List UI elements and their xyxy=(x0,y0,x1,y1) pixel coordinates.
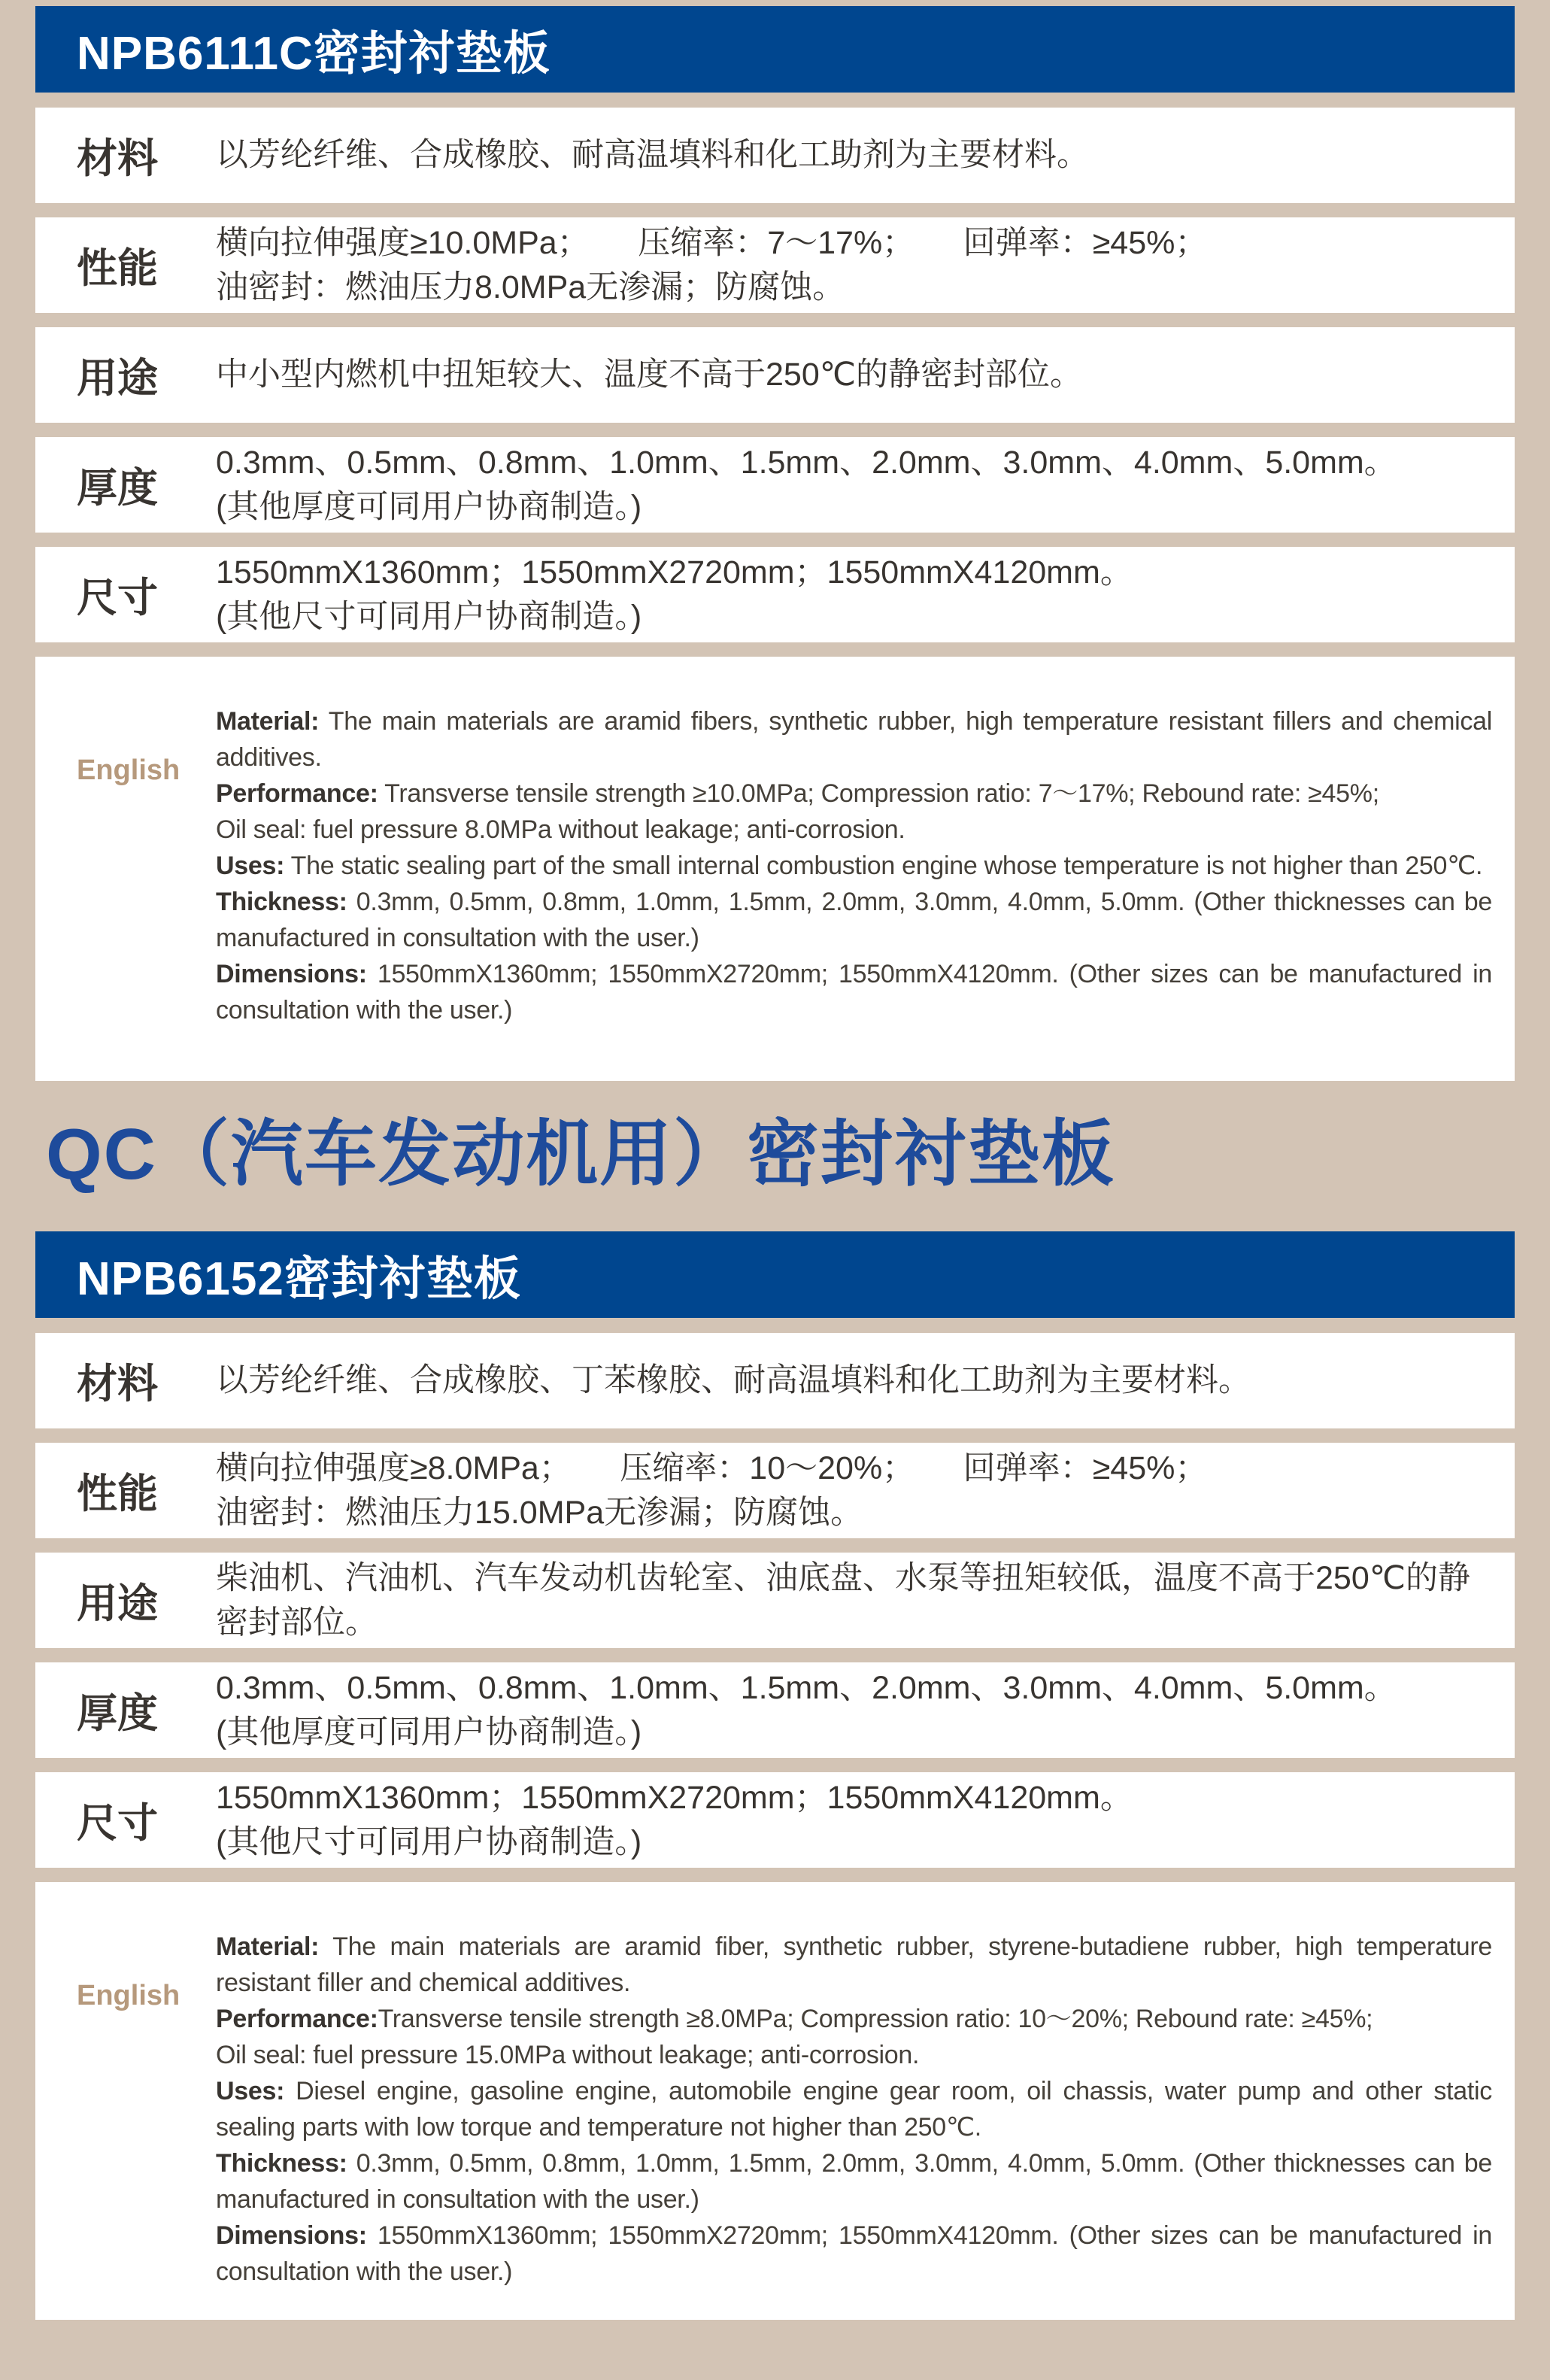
row-line: (其他尺寸可同用户协商制造。) xyxy=(216,1823,642,1860)
english-text: 0.3mm, 0.5mm, 0.8mm, 1.0mm, 1.5mm, 2.0mm, 3.0mm, 4.0mm, 5.0mm. (Other thicknesses can be manufactured in consultation with the user.) xyxy=(216,888,1492,952)
product1-title: NPB6111C密封衬垫板 xyxy=(77,28,551,80)
row-content-material xyxy=(216,1358,1515,1403)
row-line: (其他厚度可同用户协商制造。) xyxy=(216,488,642,525)
english-text: 1550mmX1360mm; 1550mmX2720mm; 1550mmX4120mm. (Other sizes can be manufactured in consultation with the user.) xyxy=(216,960,1492,1025)
english-text: Transverse tensile strength ≥8.0MPa; Compression ratio: 10～20%; Rebound rate: ≥45%; xyxy=(378,2005,1373,2033)
product2-title: NPB6152密封衬垫板 xyxy=(77,1253,521,1305)
english-term: Material: xyxy=(216,707,320,736)
row-line: 柴油机、汽油机、汽车发动机齿轮室、油底盘、水泵等扭矩较低，温度不高于250℃的静密封部位。 xyxy=(216,1559,1471,1641)
english-paragraph-oilseal xyxy=(216,812,1492,848)
row-line: 以芳纶纤维、合成橡胶、耐高温填料和化工助剂为主要材料。 xyxy=(216,137,1089,173)
row-line: 1550mmX1360mm；1550mmX2720mm；1550mmX4120mm。 xyxy=(216,554,1133,590)
product2-row-material xyxy=(35,1333,1515,1428)
product1-row-dimensions xyxy=(35,547,1515,642)
row-line: 1550mmX1360mm；1550mmX2720mm；1550mmX4120mm。 xyxy=(216,1779,1133,1816)
english-term: Uses: xyxy=(216,2077,285,2105)
row-line: (其他厚度可同用户协商制造。) xyxy=(216,1714,642,1750)
english-text: The main materials are aramid fiber, synthetic rubber, styrene-butadiene rubber, high temperature resistant filler and chemical additives. xyxy=(216,1932,1492,1997)
row-label-dimensions: 尺寸 xyxy=(77,1801,158,1846)
english-paragraph-thickness xyxy=(216,2145,1492,2218)
english-paragraph-performance xyxy=(216,776,1492,812)
english-text: 1550mmX1360mm; 1550mmX2720mm; 1550mmX4120mm. (Other sizes can be manufactured in consultation with the user.) xyxy=(216,2221,1492,2286)
product1-row-material xyxy=(35,108,1515,203)
row-content-dimensions xyxy=(216,551,1515,639)
english-paragraph-material xyxy=(216,703,1492,776)
row-content-uses xyxy=(216,353,1515,397)
product1-title-bar xyxy=(35,6,1515,93)
row-label-thickness: 厚度 xyxy=(77,1691,158,1736)
row-label-dimensions: 尺寸 xyxy=(77,575,158,621)
english-paragraph-uses xyxy=(216,2073,1492,2145)
row-content-material xyxy=(216,133,1515,178)
english-paragraph-thickness xyxy=(216,884,1492,956)
product2-row-dimensions xyxy=(35,1772,1515,1868)
row-label-material: 材料 xyxy=(77,1362,158,1407)
english-term: Thickness: xyxy=(216,2149,347,2178)
english-content xyxy=(216,1882,1515,2320)
english-text: Oil seal: fuel pressure 15.0MPa without leakage; anti-corrosion. xyxy=(216,2041,920,2069)
english-paragraph-performance xyxy=(216,2001,1492,2037)
english-paragraph-material xyxy=(216,1929,1492,2001)
row-line: 油密封：燃油压力8.0MPa无渗漏；防腐蚀。 xyxy=(216,269,845,305)
row-content-thickness xyxy=(216,1666,1515,1755)
row-line: 0.3mm、0.5mm、0.8mm、1.0mm、1.5mm、2.0mm、3.0mm、4.0mm、5.0mm。 xyxy=(216,1669,1397,1706)
row-line: 横向拉伸强度≥10.0MPa； 压缩率：7～17%； 回弹率：≥45%； xyxy=(216,224,1208,261)
row-label-thickness: 厚度 xyxy=(77,466,158,511)
product2-english-panel xyxy=(35,1882,1515,2320)
product1-row-uses xyxy=(35,327,1515,423)
english-text: The static sealing part of the small internal combustion engine whose temperature is not higher than 250℃. xyxy=(284,852,1483,880)
english-paragraph-oilseal xyxy=(216,2037,1492,2073)
row-label-performance: 性能 xyxy=(77,1471,158,1516)
row-line: 以芳纶纤维、合成橡胶、丁苯橡胶、耐高温填料和化工助剂为主要材料。 xyxy=(216,1362,1251,1398)
row-line: 0.3mm、0.5mm、0.8mm、1.0mm、1.5mm、2.0mm、3.0mm、4.0mm、5.0mm。 xyxy=(216,444,1397,481)
english-text: Oil seal: fuel pressure 8.0MPa without leakage; anti-corrosion. xyxy=(216,815,905,844)
english-term: Dimensions: xyxy=(216,960,367,988)
row-line: (其他尺寸可同用户协商制造。) xyxy=(216,598,642,635)
row-label-material: 材料 xyxy=(77,136,158,181)
row-content-uses xyxy=(216,1556,1515,1645)
english-content xyxy=(216,657,1515,1058)
row-content-performance xyxy=(216,221,1515,310)
english-text: Diesel engine, gasoline engine, automobile engine gear room, oil chassis, water pump and other static sealing parts with low torque and temperature not higher than 250℃. xyxy=(216,2077,1492,2142)
product1-row-performance xyxy=(35,217,1515,313)
product1-row-thickness xyxy=(35,437,1515,533)
english-text: Transverse tensile strength ≥10.0MPa; Compression ratio: 7～17%; Rebound rate: ≥45%; xyxy=(378,779,1379,808)
english-term: Thickness: xyxy=(216,888,347,916)
row-label-performance: 性能 xyxy=(77,246,158,291)
row-line: 油密封：燃油压力15.0MPa无渗漏；防腐蚀。 xyxy=(216,1494,863,1531)
english-paragraph-uses xyxy=(216,848,1492,884)
row-content-performance xyxy=(216,1447,1515,1535)
english-text: The main materials are aramid fibers, synthetic rubber, high temperature resistant fillers and chemical additives. xyxy=(216,707,1492,772)
product2-row-thickness xyxy=(35,1662,1515,1758)
english-label: English xyxy=(77,1980,180,2011)
row-line: 横向拉伸强度≥8.0MPa； 压缩率：10～20%； 回弹率：≥45%； xyxy=(216,1450,1208,1486)
row-content-thickness xyxy=(216,441,1515,530)
row-content-dimensions xyxy=(216,1776,1515,1865)
english-term: Performance: xyxy=(216,779,378,808)
row-line: 中小型内燃机中扭矩较大、温度不高于250℃的静密封部位。 xyxy=(216,357,1083,393)
english-term: Uses: xyxy=(216,852,285,880)
row-label-uses: 用途 xyxy=(77,356,158,401)
row-label-uses: 用途 xyxy=(77,1581,158,1626)
english-term: Performance: xyxy=(216,2005,378,2033)
product1-english-panel xyxy=(35,657,1515,1081)
english-term: Material: xyxy=(216,1932,320,1961)
product2-row-uses xyxy=(35,1553,1515,1648)
english-text: 0.3mm, 0.5mm, 0.8mm, 1.0mm, 1.5mm, 2.0mm, 3.0mm, 4.0mm, 5.0mm. (Other thicknesses can be manufactured in consultation with the user.) xyxy=(216,2149,1492,2214)
section-heading: QC（汽车发动机用）密封衬垫板 xyxy=(46,1114,1115,1195)
product2-row-performance xyxy=(35,1443,1515,1538)
english-paragraph-dimensions xyxy=(216,956,1492,1028)
english-term: Dimensions: xyxy=(216,2221,367,2250)
english-label: English xyxy=(77,754,180,786)
english-paragraph-dimensions xyxy=(216,2218,1492,2290)
product2-title-bar xyxy=(35,1231,1515,1318)
